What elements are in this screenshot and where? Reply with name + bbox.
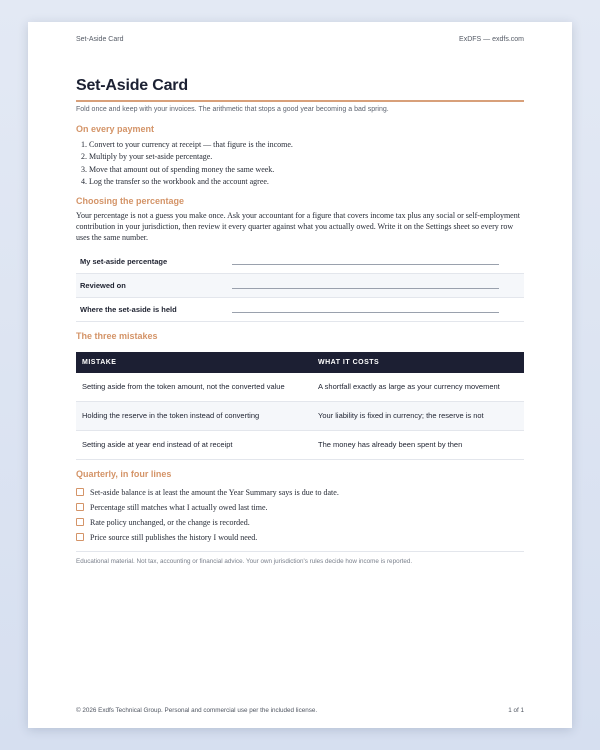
header-left: Set-Aside Card [76,36,124,43]
column-header: MISTAKE [76,352,312,373]
field-label: Where the set-aside is held [80,304,177,314]
divider [76,551,524,552]
field-label: Reviewed on [80,280,126,290]
fill-in-fields [76,250,524,322]
table-cell: A shortfall exactly as large as your currency movement [312,373,524,402]
page-title: Set-Aside Card [76,77,188,94]
payment-steps [76,140,524,187]
running-header [76,36,524,43]
section-heading-payment: On every payment [76,124,155,134]
checkbox[interactable] [76,518,84,526]
table-cell: Your liability is fixed in currency; the reserve is not [312,401,524,430]
field-row-held [76,298,524,322]
step-item: 1. Convert to your currency at receipt — that figure is the income. [89,140,524,149]
page-subtitle: Fold once and keep with your invoices. The arithmetic that stops a good year becoming a bad spring. [76,106,389,113]
percentage-body: Your percentage is not a guess you make once. Ask your accountant for a figure that covers income tax plus any social or self-employment contribution in your jurisdiction, then review it every quarter against what you actually owed. Write it on the Settings sheet so every row uses the same number. [76,210,520,242]
write-in-line[interactable] [232,264,499,265]
table-row [76,373,524,402]
checkbox[interactable] [76,533,84,541]
table-cell: Holding the reserve in the token instead of converting [76,401,312,430]
field-label: My set-aside percentage [80,256,168,266]
checklist-text: Rate policy unchanged, or the change is recorded. [90,517,250,527]
header-right: ExDFS — exdfs.com [459,36,524,43]
checklist-item [76,515,524,530]
checklist-text: Percentage still matches what I actually owed last time. [90,502,268,512]
field-row-reviewed [76,274,524,298]
checklist-item [76,530,524,545]
disclaimer: Educational material. Not tax, accounting or financial advice. Your own jurisdiction's rules decide how income is reported. [76,557,413,565]
field-row-percentage [76,250,524,274]
write-in-line[interactable] [232,312,499,313]
checklist-text: Set-aside balance is at least the amount the Year Summary says is due to date. [90,487,339,497]
section-heading-quarterly: Quarterly, in four lines [76,468,172,479]
column-header: WHAT IT COSTS [312,352,524,373]
checklist-item [76,485,524,500]
page-number: 1 of 1 [508,707,524,714]
table-cell: Setting aside from the token amount, not the converted value [76,373,312,402]
checklist-text: Price source still publishes the history I would need. [90,532,258,542]
checkbox[interactable] [76,488,84,496]
table-header-row [76,352,524,373]
document-page [28,22,572,728]
quarterly-checklist [76,485,524,545]
table-row [76,401,524,430]
step-item: 4. Log the transfer so the workbook and the account agree. [89,177,524,186]
step-item: 2. Multiply by your set-aside percentage. [89,152,524,161]
table-cell: Setting aside at year end instead of at receipt [76,430,312,459]
title-rule [76,100,524,102]
table-cell: The money has already been spent by then [312,430,524,459]
section-heading-mistakes: The three mistakes [76,330,158,341]
section-heading-percentage: Choosing the percentage [76,195,185,206]
table-row [76,430,524,459]
page-footer [76,707,524,714]
mistakes-table [76,352,524,460]
checklist-item [76,500,524,515]
step-item: 3. Move that amount out of spending money the same week. [89,165,524,174]
footer-copyright: © 2026 Exdfs Technical Group. Personal and commercial use per the included license. [76,707,318,714]
write-in-line[interactable] [232,288,499,289]
checkbox[interactable] [76,503,84,511]
